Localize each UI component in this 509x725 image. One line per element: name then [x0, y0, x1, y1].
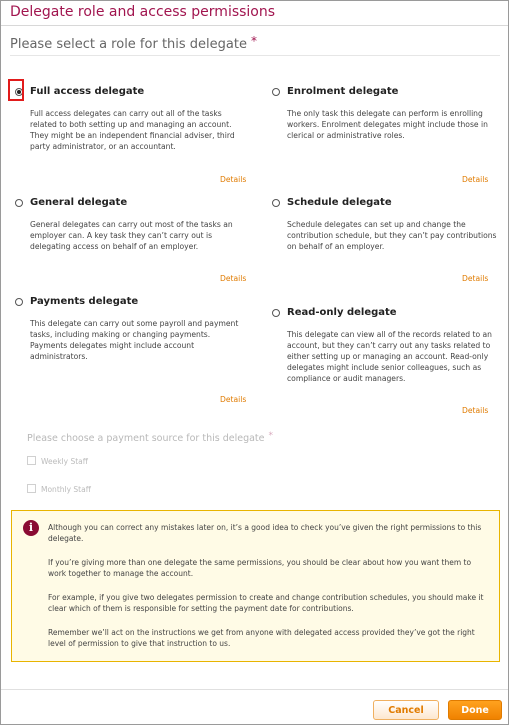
radio-enrolment[interactable] — [272, 88, 280, 96]
details-link-read-only[interactable]: Details — [462, 406, 489, 415]
role-label[interactable]: Read-only delegate — [287, 307, 397, 318]
info-text — [48, 522, 488, 662]
checkbox-weekly-staff[interactable] — [27, 456, 36, 465]
role-description: This delegate can carry out some payroll and payment tasks, including making or changing payments. Payments delegates might include account administrators. — [30, 319, 239, 361]
details-link-general[interactable]: Details — [220, 274, 247, 283]
role-label[interactable]: Payments delegate — [30, 296, 139, 307]
role-general — [15, 197, 240, 252]
dialog-title: Delegate role and access permissions — [10, 4, 276, 20]
payment-source-label: Please choose a payment source for this delegate — [27, 433, 265, 444]
subtitle-divider — [10, 55, 500, 56]
role-payments — [15, 296, 240, 362]
role-schedule — [272, 197, 497, 252]
cancel-button[interactable]: Cancel — [373, 700, 439, 720]
role-enrolment — [272, 86, 497, 141]
details-link-payments[interactable]: Details — [220, 395, 247, 404]
role-description: The only task this delegate can perform is enrolling workers. Enrolment delegates might include those in clerical or administrative roles. — [287, 109, 488, 140]
role-description: General delegates can carry out most of the tasks an employer can. A key task they can’t carry out is delegating access on behalf of an employer. — [30, 220, 233, 251]
radio-general[interactable] — [15, 199, 23, 207]
checkbox-label: Monthly Staff — [41, 485, 91, 494]
role-label[interactable]: Enrolment delegate — [287, 86, 399, 97]
checkbox-label: Weekly Staff — [41, 457, 88, 466]
checkbox-monthly-staff[interactable] — [27, 484, 36, 493]
footer-divider — [1, 689, 508, 690]
info-icon: i — [23, 520, 39, 536]
role-prompt — [10, 34, 257, 52]
radio-schedule[interactable] — [272, 199, 280, 207]
title-divider — [1, 25, 508, 26]
payment-source-heading — [27, 431, 273, 444]
info-paragraph: If you’re giving more than one delegate the same permissions, you should be clear about how you want them to work together to manage the account. — [48, 558, 472, 578]
details-link-schedule[interactable]: Details — [462, 274, 489, 283]
role-label[interactable]: Full access delegate — [30, 86, 145, 97]
role-description: Full access delegates can carry out all of the tasks related to both setting up and managing an account. They might be an independent financial adviser, third party administrator, or an accountant. — [30, 109, 235, 151]
info-notice — [11, 510, 500, 662]
info-paragraph: For example, if you give two delegates permission to create and change contribution schedules, you should make it clear which of them is responsible for setting the payment date for contributions. — [48, 593, 484, 613]
required-marker: * — [250, 34, 257, 48]
role-full-access — [15, 86, 240, 152]
role-prompt-text: Please select a role for this delegate — [10, 37, 247, 52]
payment-option-monthly[interactable] — [27, 484, 91, 494]
payment-option-weekly[interactable] — [27, 456, 88, 466]
details-link-enrolment[interactable]: Details — [462, 175, 489, 184]
required-marker: * — [268, 431, 273, 441]
done-button[interactable]: Done — [448, 700, 502, 720]
role-read-only — [272, 307, 497, 384]
role-description: This delegate can view all of the records related to an account, but they can’t carry out any tasks related to either setting up or managing an account. Read-only delegates might include senior colleagues, such as compliance or audit managers. — [287, 330, 492, 383]
role-label[interactable]: General delegate — [30, 197, 128, 208]
role-label[interactable]: Schedule delegate — [287, 197, 392, 208]
radio-read-only[interactable] — [272, 309, 280, 317]
info-paragraph: Remember we’ll act on the instructions we get from anyone with delegated access provided they’ve got the right level of permission to give that instruction to us. — [48, 628, 475, 648]
role-description: Schedule delegates can set up and change the contribution schedule, but they can’t pay contributions on behalf of an employer. — [287, 220, 497, 251]
radio-payments[interactable] — [15, 298, 23, 306]
selection-highlight — [8, 79, 24, 101]
info-paragraph: Although you can correct any mistakes later on, it’s a good idea to check you’ve given the right permissions to this delegate. — [48, 523, 482, 543]
details-link-full-access[interactable]: Details — [220, 175, 247, 184]
